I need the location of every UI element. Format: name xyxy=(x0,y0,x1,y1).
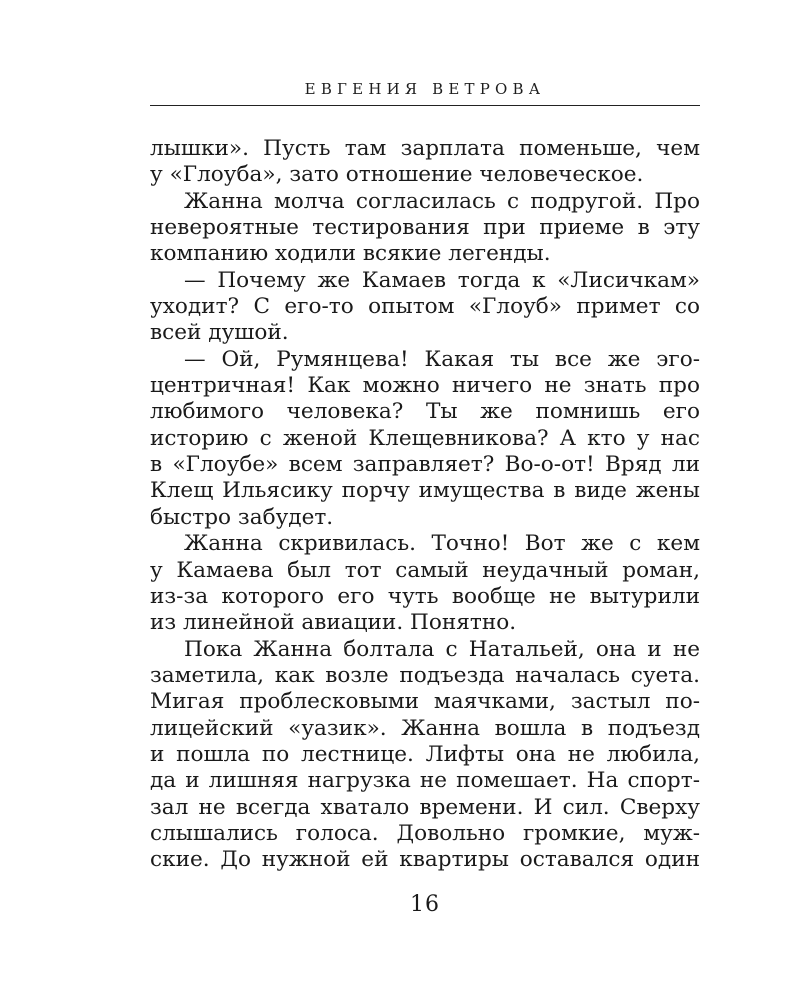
text-line: — Почему же Камаев тогда к «Лисичкам» xyxy=(184,267,700,293)
text-line: у «Глоуба», зато отношение человеческое. xyxy=(150,162,644,188)
text-line: — Ой, Румянцева! Какая ты все же эго- xyxy=(184,346,700,372)
text-line: лицейский «уазик». Жанна вошла в подъезд xyxy=(150,715,700,741)
text-line: да и лишняя нагрузка не помешает. На спорт- xyxy=(150,768,700,794)
text-line: уходит? С его-то опытом «Глоуб» примет со xyxy=(150,294,700,320)
page-number: 16 xyxy=(410,892,440,917)
text-line: невероятные тестирования при приеме в эту xyxy=(150,215,700,241)
text-line: Жанна скривилась. Точно! Вот же с кем xyxy=(184,531,700,557)
text-line: компанию ходили всякие легенды. xyxy=(150,241,551,267)
text-line: лышки». Пусть там зарплата поменьше, чем xyxy=(150,136,700,161)
text-line: из линейной авиации. Понятно. xyxy=(150,610,517,636)
book-page xyxy=(150,0,700,1000)
text-line: заметила, как возле подъезда началась суета. xyxy=(150,662,700,688)
text-line: центричная! Как можно ничего не знать про xyxy=(150,373,700,399)
text-line: зал не всегда хватало времени. И сил. Сверху xyxy=(150,794,700,820)
text-line: Клещ Ильясику порчу имущества в виде жены xyxy=(150,478,700,504)
text-line: всей душой. xyxy=(150,320,289,346)
text-line: быстро забудет. xyxy=(150,504,334,530)
text-line: Пока Жанна болтала с Натальей, она и не xyxy=(184,636,700,662)
text-line: историю с женой Клещевникова? А кто у нас xyxy=(150,425,700,451)
text-line: из-за которого его чуть вообще не вытурили xyxy=(150,583,700,609)
text-line: Мигая проблесковыми маячками, застыл по- xyxy=(150,689,700,715)
text-line: любимого человека? Ты же помнишь его xyxy=(150,399,700,425)
body-text xyxy=(150,136,700,874)
text-line: у Камаева был тот самый неудачный роман, xyxy=(150,557,700,583)
text-line: слышались голоса. Довольно громкие, муж- xyxy=(150,820,700,846)
running-head-author: ЕВГЕНИЯ ВЕТРОВА xyxy=(304,80,546,98)
text-line: ские. До нужной ей квартиры оставался один xyxy=(150,847,700,873)
header-rule xyxy=(150,105,700,106)
text-line: Жанна молча согласилась с подругой. Про xyxy=(184,188,700,214)
text-line: в «Глоубе» всем заправляет? Во-о-от! Вряд ли xyxy=(150,452,700,478)
text-line: и пошла по лестнице. Лифты она не любила, xyxy=(150,741,700,767)
